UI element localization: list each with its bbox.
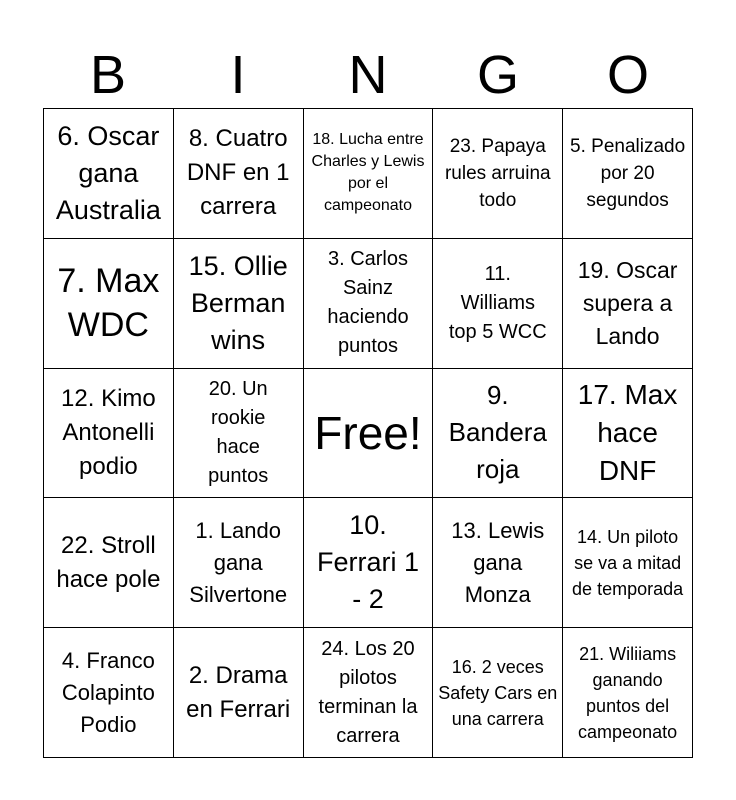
cell-label: 18. Lucha entre Charles y Lewis por el campeonato <box>311 131 425 215</box>
header-letter-g: G <box>476 45 519 105</box>
bingo-cell-r3-c2[interactable] <box>174 369 304 499</box>
bingo-cell-r5-c2[interactable] <box>174 628 304 758</box>
bingo-cell-r4-c2[interactable] <box>174 498 304 628</box>
bingo-cell-r4-c4[interactable] <box>433 498 563 628</box>
bingo-cell-r2-c1[interactable] <box>44 239 174 369</box>
bingo-cell-r3-c4[interactable] <box>433 369 563 499</box>
bingo-cell-r1-c5[interactable] <box>563 109 693 239</box>
bingo-cell-r5-c4[interactable] <box>433 628 563 758</box>
header-letter-n: N <box>348 45 388 105</box>
bingo-card-grid <box>43 108 693 758</box>
bingo-cell-r1-c3[interactable] <box>304 109 434 239</box>
cell-label: 22. Stroll hace pole <box>56 531 161 593</box>
cell-label: 21. Wiliiams ganando puntos del campeonato <box>578 643 678 742</box>
cell-label: 12. Kimo Antonelli podio <box>61 384 156 480</box>
bingo-cell-r1-c4[interactable] <box>433 109 563 239</box>
header-letter-o: O <box>606 45 649 105</box>
cell-label: 17. Max hace DNF <box>577 378 678 486</box>
cell-label: 20. Un rookie hace puntos <box>208 377 269 487</box>
cell-label: 19. Oscar supera a Lando <box>577 256 678 349</box>
bingo-cell-r1-c1[interactable] <box>44 109 174 239</box>
cell-label: 14. Un piloto se va a mitad de temporada <box>572 526 684 599</box>
cell-label: 15. Ollie Berman wins <box>188 250 288 355</box>
bingo-header <box>43 42 693 108</box>
bingo-cell-r4-c1[interactable] <box>44 498 174 628</box>
bingo-cell-r5-c5[interactable] <box>563 628 693 758</box>
cell-label: 16. 2 veces Safety Cars en una carrera <box>438 656 558 729</box>
cell-label: 13. Lewis gana Monza <box>451 517 545 607</box>
bingo-cell-free[interactable] <box>304 369 434 499</box>
cell-label: 23. Papaya rules arruina todo <box>444 135 551 211</box>
cell-label: 2. Drama en Ferrari <box>186 661 291 723</box>
cell-label: 24. Los 20 pilotos terminan la carrera <box>318 637 418 747</box>
cell-label: 3. Carlos Sainz haciendo puntos <box>327 248 409 358</box>
bingo-cell-r5-c3[interactable] <box>304 628 434 758</box>
bingo-cell-r2-c4[interactable] <box>433 239 563 369</box>
free-space-label: Free! <box>314 406 422 459</box>
cell-label: 4. Franco Colapinto Podio <box>61 647 155 737</box>
cell-label: 10. Ferrari 1 - 2 <box>316 510 419 615</box>
bingo-cell-r5-c1[interactable] <box>44 628 174 758</box>
bingo-cell-r3-c1[interactable] <box>44 369 174 499</box>
bingo-cell-r1-c2[interactable] <box>174 109 304 239</box>
header-letter-b: B <box>89 45 127 105</box>
cell-label: 11. Williams top 5 WCC <box>448 262 547 343</box>
bingo-cell-r4-c3[interactable] <box>304 498 434 628</box>
cell-label: 8. Cuatro DNF en 1 carrera <box>186 125 290 221</box>
cell-label: 6. Oscar gana Australia <box>55 120 161 225</box>
cell-label: 7. Max WDC <box>57 262 160 345</box>
cell-label: 9. Bandera roja <box>448 380 547 485</box>
bingo-cell-r3-c5[interactable] <box>563 369 693 499</box>
bingo-cell-r4-c5[interactable] <box>563 498 693 628</box>
bingo-cell-r2-c5[interactable] <box>563 239 693 369</box>
header-letter-i: I <box>230 45 246 105</box>
cell-label: 5. Penalizado por 20 segundos <box>570 135 686 211</box>
bingo-cell-r2-c2[interactable] <box>174 239 304 369</box>
cell-label: 1. Lando gana Silvertone <box>189 517 288 607</box>
bingo-cell-r2-c3[interactable] <box>304 239 434 369</box>
